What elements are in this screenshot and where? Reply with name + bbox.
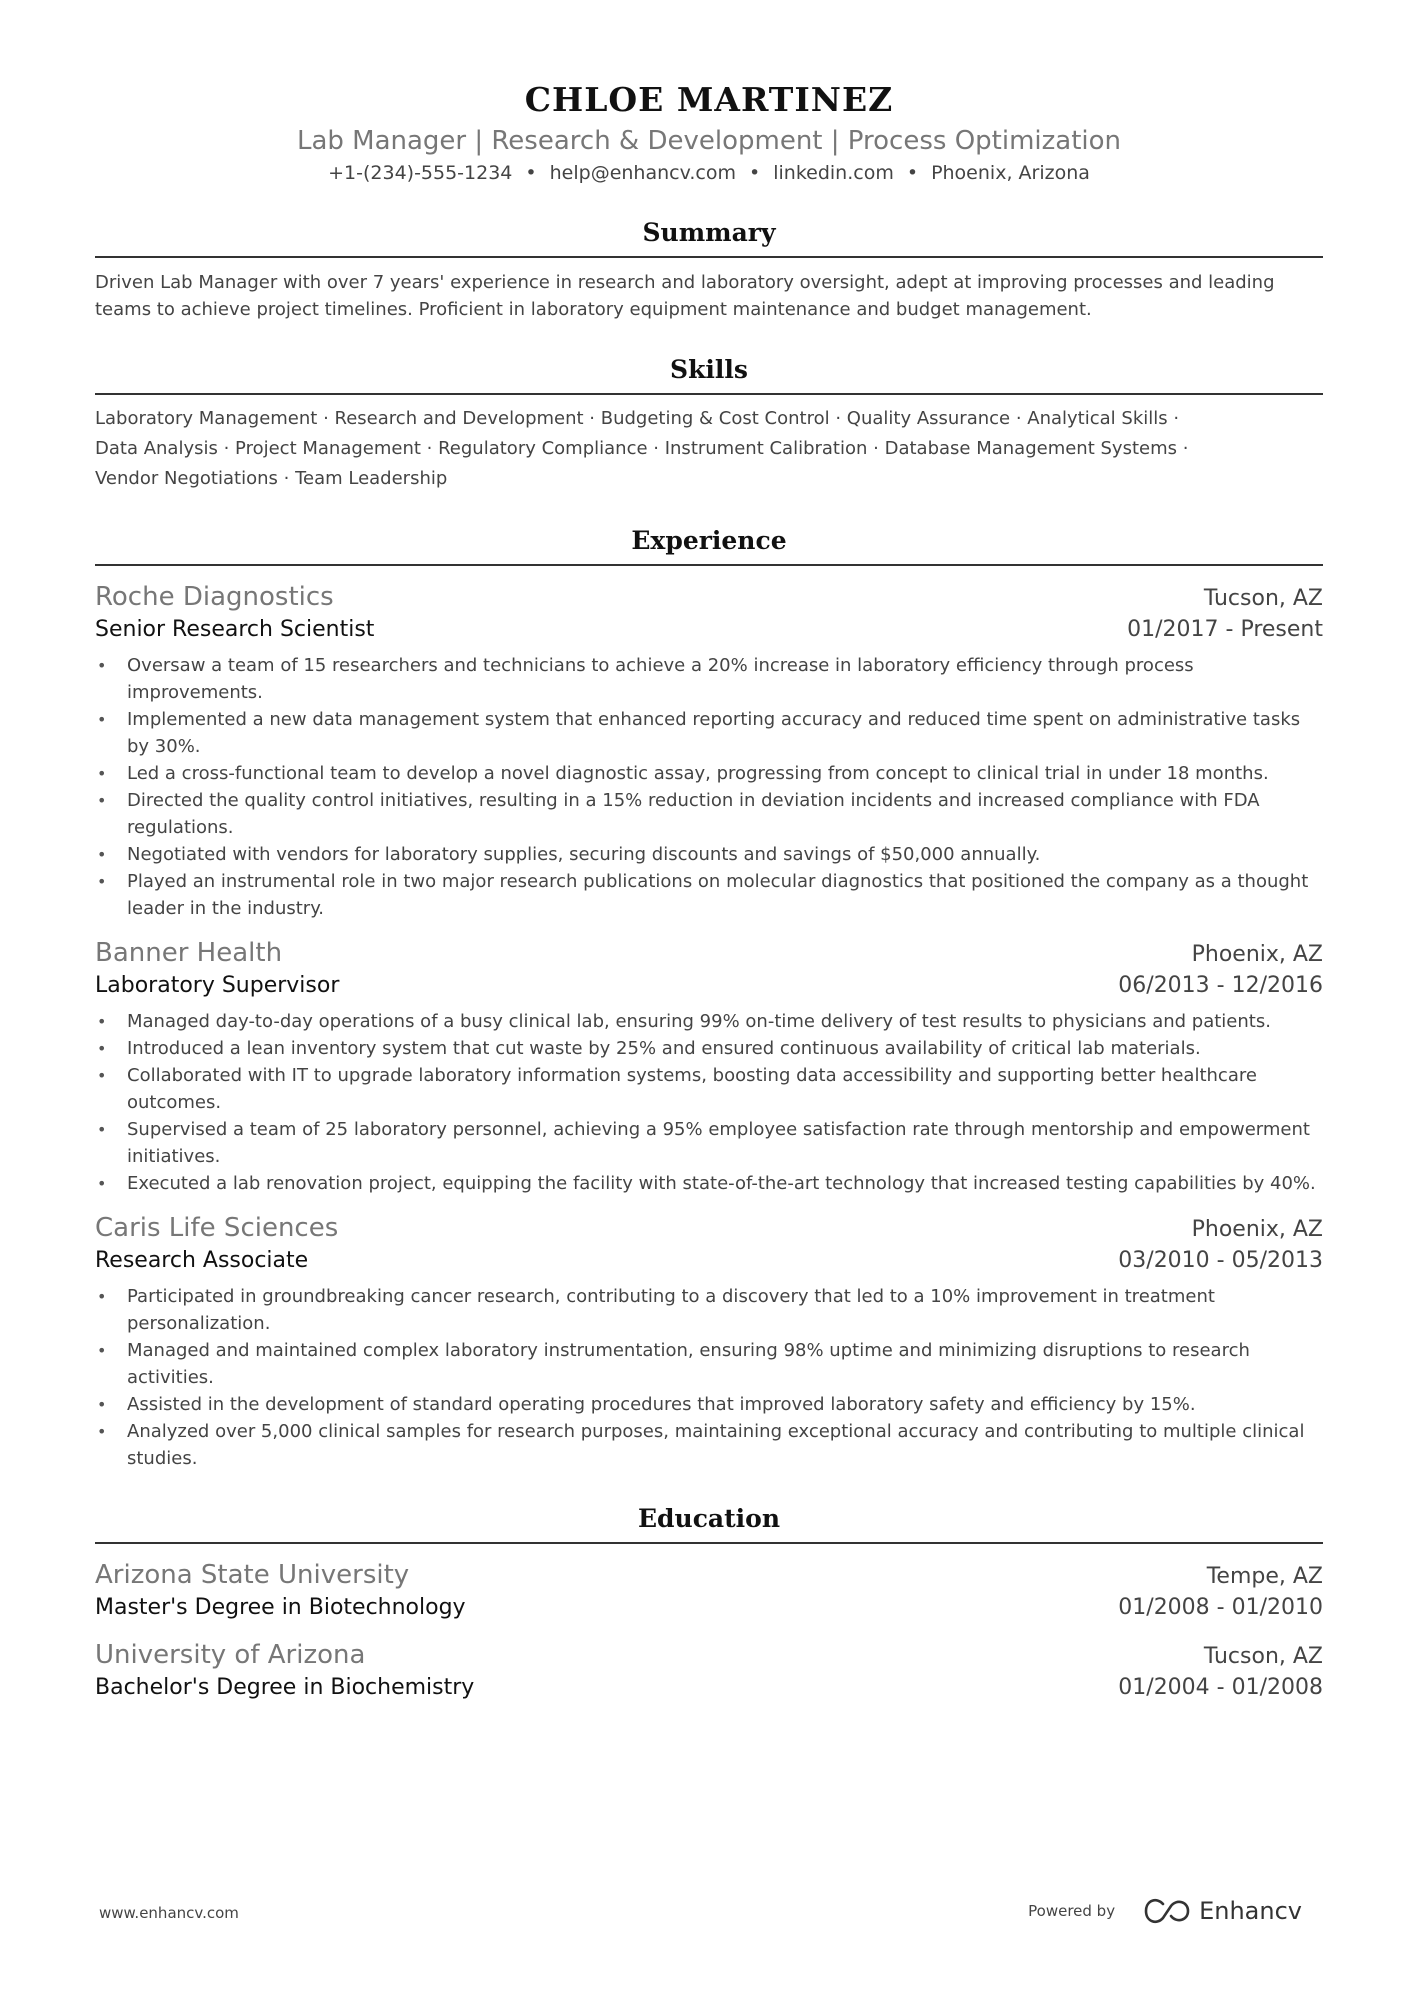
contact-linkedin[interactable]: linkedin.com [773,162,894,184]
achievement-item: • Executed a lab renovation project, equipping the facility with state-of-the-art technology that increased testing capabilities by 40%. [95,1170,1323,1197]
summary-text: Driven Lab Manager with over 7 years' experience in research and laboratory oversight, adept at improving processes and leading teams to achieve project timelines. Proficient in laboratory equipment maintenance and budget management. [95,272,1275,320]
achievement-list [95,1008,1323,1197]
achievement-list [95,652,1323,922]
school-name: University of Arizona [95,1640,366,1670]
education-entry [95,1558,1323,1624]
job-location: Phoenix, AZ [1191,1217,1323,1242]
skill-item: Budgeting & Cost Control [600,408,830,429]
entry-subheader [95,970,1323,1002]
school-name: Arizona State University [95,1560,410,1590]
bullet-separator: • [906,162,919,184]
job-title: Research Associate [95,1248,309,1273]
bullet-separator: • [749,162,761,184]
footer-website-link[interactable]: www.enhancv.com [99,1904,239,1922]
contact-location: Phoenix, Arizona [931,162,1090,184]
job-location: Tucson, AZ [1203,586,1323,611]
achievement-item: • Participated in groundbreaking cancer research, contributing to a discovery that led to a 10% improvement in treatment personalization. [95,1283,1323,1337]
degree: Master's Degree in Biotechnology [95,1595,466,1620]
footer-branding [1028,1897,1302,1925]
company-name: Banner Health [95,938,283,968]
skill-item: Data Analysis [95,438,218,459]
achievement-item: • Negotiated with vendors for laboratory supplies, securing discounts and savings of $50,000 annually. [95,841,1323,868]
entry-header [95,1638,1323,1672]
achievement-item: • Played an instrumental role in two major research publications on molecular diagnostics that positioned the company as a thought leader in the industry. [95,868,1323,922]
skill-item: Analytical Skills [1027,408,1168,429]
skill-item: Research and Development [334,408,584,429]
job-dates: 06/2013 - 12/2016 [1118,973,1323,998]
skill-item: Regulatory Compliance [438,438,648,459]
job-title: Senior Research Scientist [95,617,375,642]
candidate-tagline: Lab Manager | Research & Development | Process Optimization [296,126,1122,156]
candidate-name: CHLOE MARTINEZ [524,80,894,119]
entry-header [95,936,1323,970]
entry-header [95,1211,1323,1245]
achievement-item: • Managed and maintained complex laboratory instrumentation, ensuring 98% uptime and minimizing disruptions to research activities. [95,1337,1323,1391]
entry-header [95,580,1323,614]
school-location: Tempe, AZ [1206,1564,1323,1589]
skill-item: Laboratory Management [95,408,318,429]
summary-section [95,216,1323,323]
contact-phone: +1-(234)-555-1234 [328,162,513,184]
skill-item: Quality Assurance [846,408,1011,429]
section-title-skills: Skills [95,353,1323,395]
contact-line [95,160,1323,186]
skill-item: Team Leadership [295,468,448,489]
skill-item: Instrument Calibration [664,438,868,459]
company-name: Roche Diagnostics [95,582,334,612]
achievement-item: • Implemented a new data management system that enhanced reporting accuracy and reduced time spent on administrative tasks by 30%. [95,706,1323,760]
entry-subheader [95,1592,1323,1624]
powered-by-label: Powered by [1028,1902,1116,1920]
section-title-education: Education [95,1502,1323,1544]
achievement-item: • Oversaw a team of 15 researchers and technicians to achieve a 20% increase in laboratory efficiency through process improvements. [95,652,1323,706]
achievement-item: • Directed the quality control initiatives, resulting in a 15% reduction in deviation incidents and increased compliance with FDA regulations. [95,787,1323,841]
entry-subheader [95,614,1323,646]
school-location: Tucson, AZ [1203,1644,1323,1669]
company-name: Caris Life Sciences [95,1213,339,1243]
entry-subheader [95,1672,1323,1704]
education-section [95,1502,1323,1704]
section-title-summary: Summary [95,216,1323,258]
experience-section [95,524,1323,1472]
education-dates: 01/2004 - 01/2008 [1118,1675,1323,1700]
experience-entry [95,936,1323,1197]
achievement-item: • Led a cross-functional team to develop a novel diagnostic assay, progressing from concept to clinical trial in under 18 months. [95,760,1323,787]
resume-content [95,80,1323,1704]
achievement-list [95,1283,1323,1472]
achievement-item: • Assisted in the development of standard operating procedures that improved laboratory safety and efficiency by 15%. [95,1391,1323,1418]
entry-header [95,1558,1323,1592]
skill-item: Vendor Negotiations [95,468,278,489]
job-dates: 01/2017 - Present [1127,617,1323,642]
degree: Bachelor's Degree in Biochemistry [95,1675,475,1700]
enhancv-logo-icon [1143,1898,1191,1924]
job-title: Laboratory Supervisor [95,973,340,998]
education-dates: 01/2008 - 01/2010 [1118,1595,1323,1620]
skills-section [95,353,1323,494]
education-entry [95,1638,1323,1704]
achievement-item: • Analyzed over 5,000 clinical samples for research purposes, maintaining exceptional accuracy and contributing to multiple clinical studies. [95,1418,1323,1472]
skills-list: Laboratory Management · Research and Development · Budgeting & Cost Control · Quality Assurance · Analytical Skills · Data Analysis · Project Management · Regulatory Compliance · Instrument Calibration · Database Management Systems · Vendor Negotiations · Team Leadership [95,408,1189,489]
entry-subheader [95,1245,1323,1277]
experience-entry [95,580,1323,922]
experience-entry [95,1211,1323,1472]
skill-item: Database Management Systems [884,438,1177,459]
brand-name: Enhancv [1199,1897,1302,1925]
achievement-item: • Collaborated with IT to upgrade laboratory information systems, boosting data accessibility and supporting better healthcare outcomes. [95,1062,1323,1116]
brand-logo[interactable] [1143,1897,1302,1925]
bullet-separator: • [525,162,537,184]
contact-email[interactable]: help@enhancv.com [549,162,736,184]
job-dates: 03/2010 - 05/2013 [1118,1248,1323,1273]
skill-item: Project Management [235,438,421,459]
achievement-item: • Introduced a lean inventory system that cut waste by 25% and ensured continuous availability of critical lab materials. [95,1035,1323,1062]
achievement-item: • Supervised a team of 25 laboratory personnel, achieving a 95% employee satisfaction rate through mentorship and empowerment initiatives. [95,1116,1323,1170]
job-location: Phoenix, AZ [1191,942,1323,967]
section-title-experience: Experience [95,524,1323,566]
achievement-item: • Managed day-to-day operations of a busy clinical lab, ensuring 99% on-time delivery of test results to physicians and patients. [95,1008,1323,1035]
